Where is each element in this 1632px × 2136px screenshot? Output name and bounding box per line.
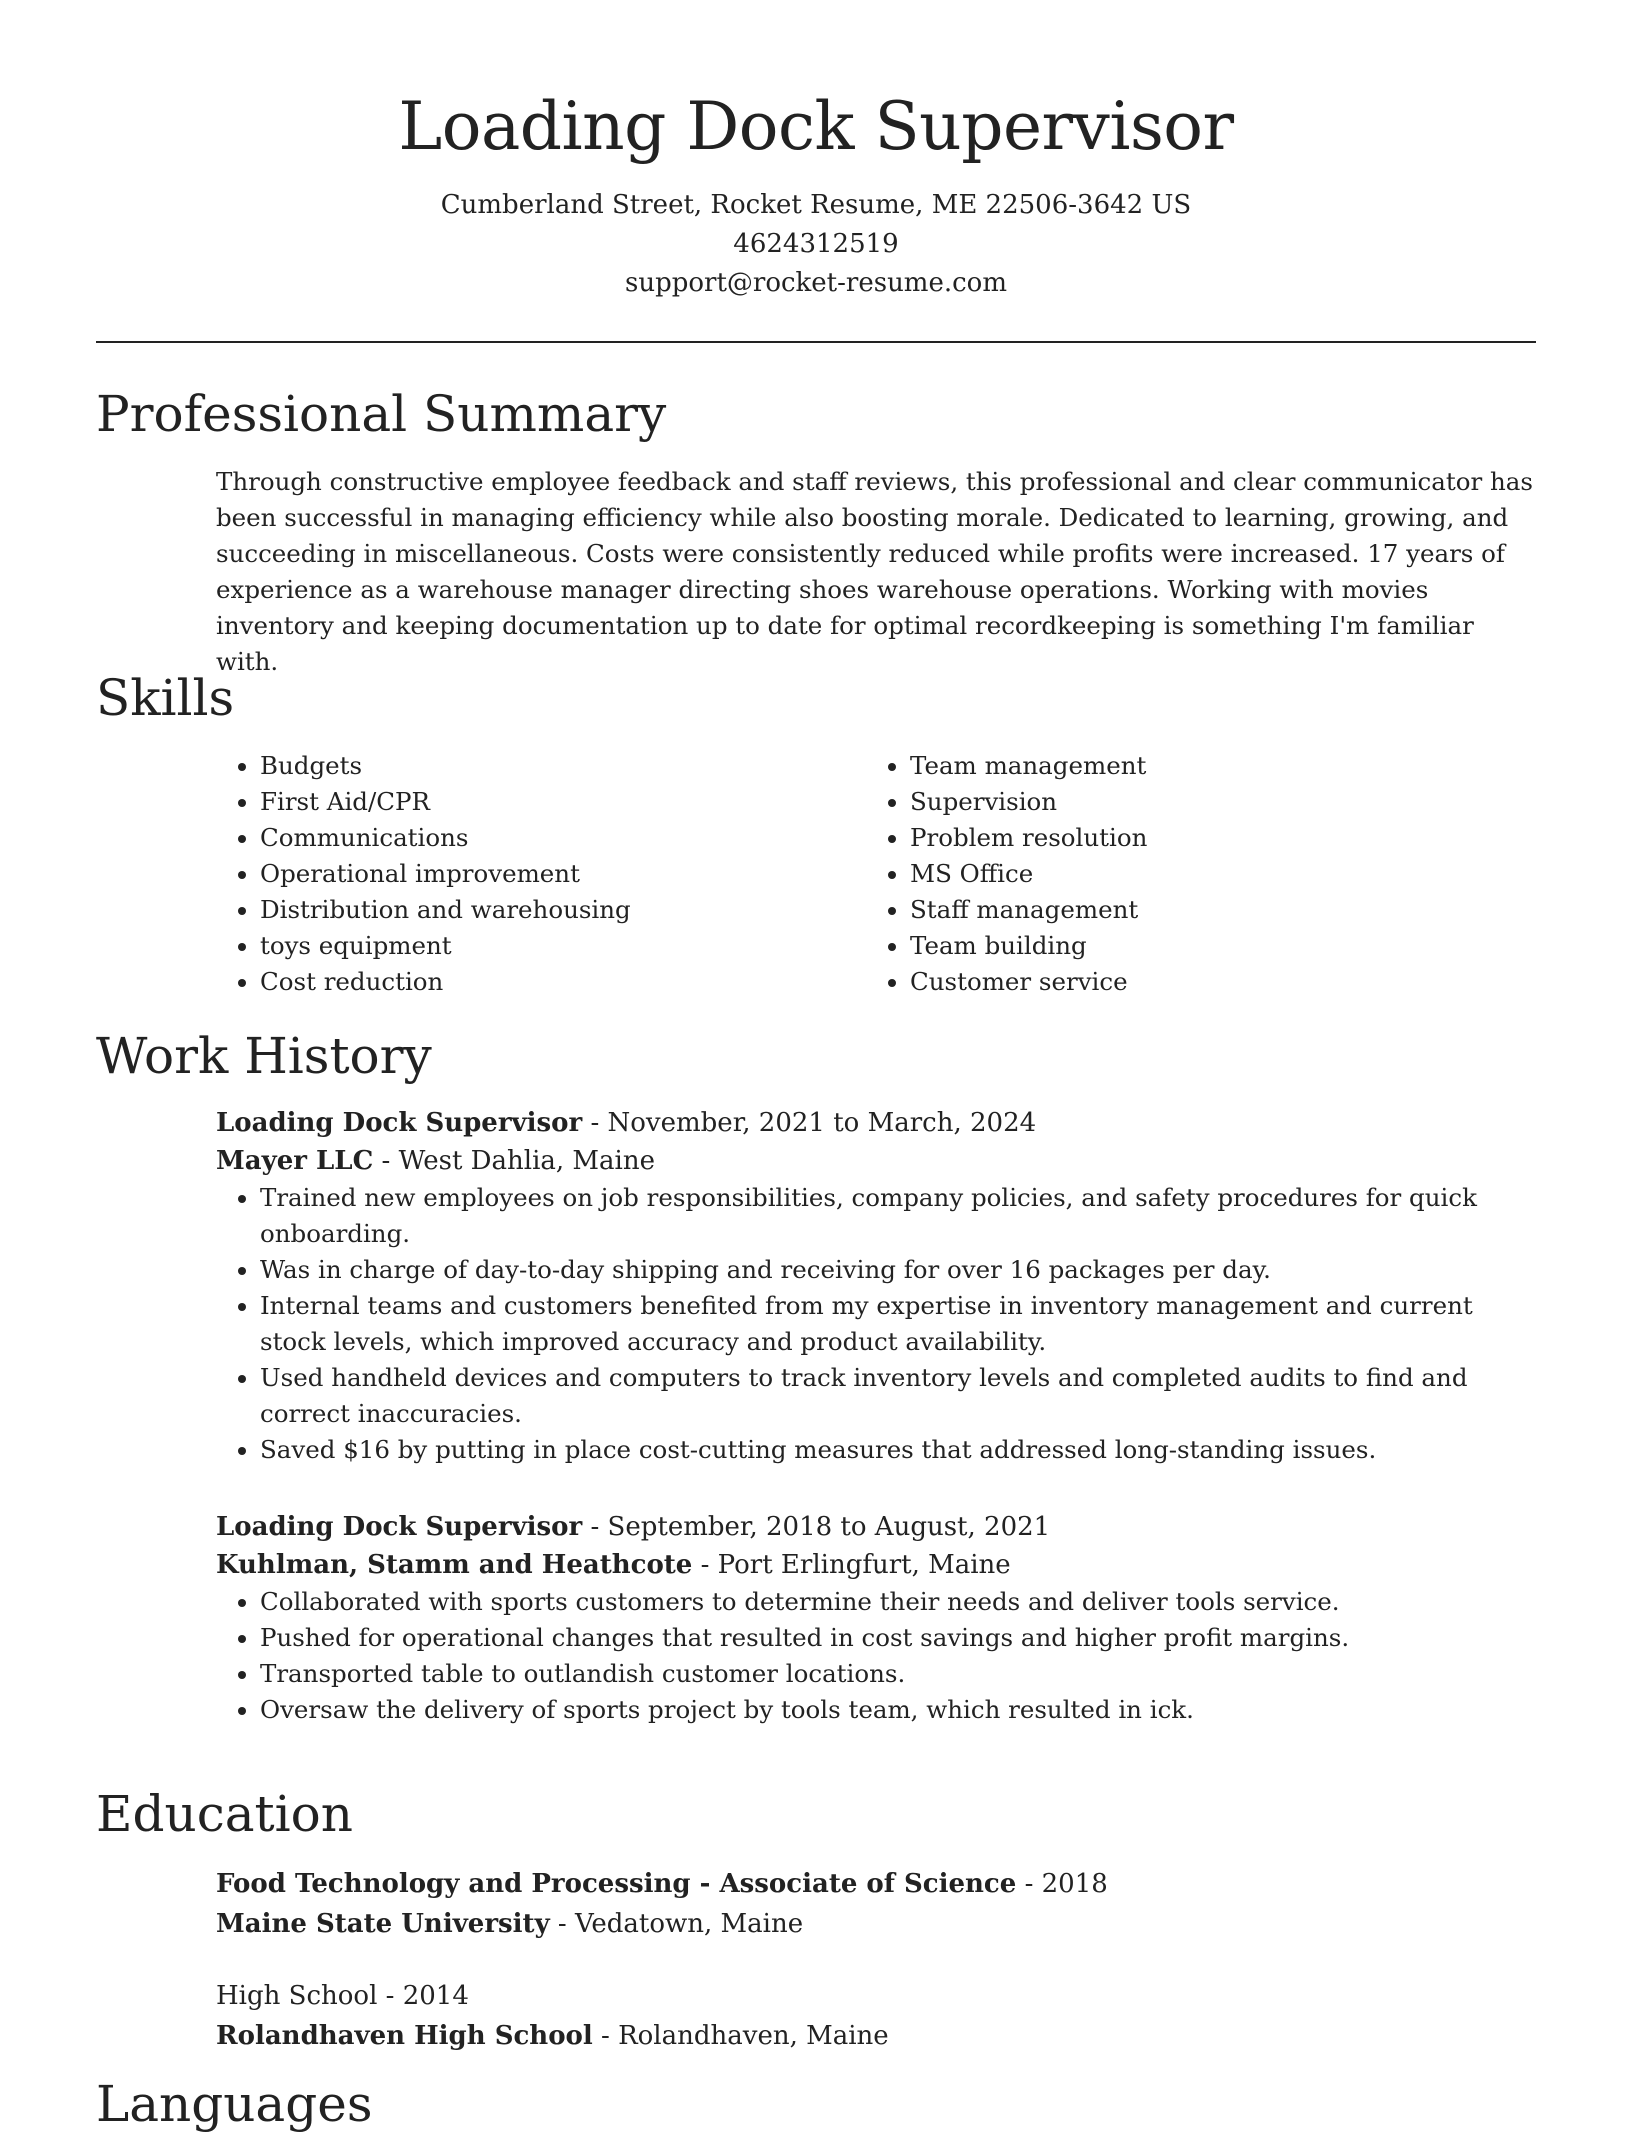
section-title-languages: Languages [96, 2075, 373, 2133]
skill-item: • Team building [910, 928, 1516, 964]
phone: 4624312519 [733, 229, 899, 259]
job-company-line [216, 1546, 1536, 1584]
summary-text: Through constructive employee feedback and staff reviews, this professional and clear communicator has been successful in managing efficiency while also boosting morale. Dedicated to learning, growing, and succeeding in miscellaneous. Costs were consistently reduced while profits were increased. 17 years of experience as a warehouse manager directing shoes warehouse operations. Working with movies inventory and keeping documentation up to date for optimal recordkeeping is something I'm familiar with. [216, 467, 1533, 676]
section-title-skills: Skills [96, 669, 235, 727]
section-title-education: Education [96, 1785, 353, 1843]
job-bullet: • Collaborated with sports customers to determine their needs and deliver tools service. [260, 1584, 1536, 1620]
skill-item: • First Aid/CPR [260, 784, 866, 820]
education-year: - 2018 [1016, 1869, 1108, 1899]
education-location: - Rolandhaven, Maine [592, 2021, 889, 2051]
skill-item: • Supervision [910, 784, 1516, 820]
job-entry [216, 1508, 1536, 1728]
job-company: Mayer LLC [216, 1146, 374, 1176]
skill-item: • Distribution and warehousing [260, 892, 866, 928]
education-entry [216, 1864, 1536, 1944]
job-title-line [216, 1508, 1536, 1546]
job-bullet: • Oversaw the delivery of sports project by tools team, which resulted in ick. [260, 1692, 1536, 1728]
skill-item: • Staff management [910, 892, 1516, 928]
email: support@rocket-resume.com [624, 268, 1007, 298]
header-divider [96, 341, 1536, 343]
languages-section [96, 2072, 1536, 2136]
skill-item: • Budgets [260, 748, 866, 784]
skill-item: • MS Office [910, 856, 1516, 892]
job-bullet: • Was in charge of day-to-day shipping and receiving for over 16 packages per day. [260, 1252, 1536, 1288]
job-bullet: • Transported table to outlandish customer locations. [260, 1656, 1536, 1692]
education-degree: High School [216, 1981, 378, 2011]
job-bullets [216, 1584, 1536, 1728]
education-entry [216, 1976, 1536, 2056]
job-title-line [216, 1104, 1536, 1142]
skill-item: • Team management [910, 748, 1516, 784]
contact-info [0, 186, 1632, 303]
job-dates: - November, 2021 to March, 2024 [582, 1108, 1037, 1138]
job-company-line [216, 1142, 1536, 1180]
education-degree-line [216, 1976, 1536, 2016]
job-bullet: • Pushed for operational changes that resulted in cost savings and higher profit margins. [260, 1620, 1536, 1656]
resume-header [0, 0, 1632, 303]
skills-grid [216, 748, 1536, 1000]
job-bullet: • Internal teams and customers benefited from my expertise in inventory management and current stock levels, which improved accuracy and product availability. [260, 1288, 1536, 1360]
skills-list-left [216, 748, 866, 1000]
education-school-line [216, 2016, 1536, 2056]
section-title-summary: Professional Summary [96, 385, 667, 443]
job-bullet: • Used handheld devices and computers to track inventory levels and completed audits to find and correct inaccuracies. [260, 1360, 1536, 1432]
education-location: - Vedatown, Maine [549, 1909, 804, 1939]
job-bullets [216, 1180, 1536, 1468]
job-bullet: • Trained new employees on job responsibilities, company policies, and safety procedures for quick onboarding. [260, 1180, 1536, 1252]
skill-item: • Problem resolution [910, 820, 1516, 856]
education-year: - 2014 [377, 1981, 469, 2011]
job-dates: - September, 2018 to August, 2021 [582, 1512, 1051, 1542]
job-position: Loading Dock Supervisor [216, 1108, 583, 1138]
job-position: Loading Dock Supervisor [216, 1512, 583, 1542]
skill-item: • toys equipment [260, 928, 866, 964]
skills-section [96, 666, 1536, 1000]
work-history-section [96, 1024, 1536, 1728]
address: Cumberland Street, Rocket Resume, ME 22506-3642 US [440, 190, 1192, 220]
skill-item: • Operational improvement [260, 856, 866, 892]
skills-list-right [866, 748, 1516, 1000]
section-title-work: Work History [96, 1027, 432, 1085]
job-location: - West Dahlia, Maine [373, 1146, 655, 1176]
skill-item: • Communications [260, 820, 866, 856]
candidate-name: Loading Dock Supervisor [398, 88, 1234, 165]
job-bullet: • Saved $16 by putting in place cost-cutting measures that addressed long-standing issues. [260, 1432, 1536, 1468]
education-degree: Food Technology and Processing - Associate of Science [216, 1869, 1017, 1899]
education-school: Maine State University [216, 1909, 550, 1939]
education-degree-line [216, 1864, 1536, 1904]
job-location: - Port Erlingfurt, Maine [692, 1550, 1011, 1580]
job-entry [216, 1104, 1536, 1468]
job-company: Kuhlman, Stamm and Heathcote [216, 1550, 693, 1580]
education-school: Rolandhaven High School [216, 2021, 593, 2051]
summary-section [96, 382, 1536, 680]
skill-item: • Cost reduction [260, 964, 866, 1000]
education-section [96, 1782, 1536, 2056]
skill-item: • Customer service [910, 964, 1516, 1000]
education-school-line [216, 1904, 1536, 1944]
